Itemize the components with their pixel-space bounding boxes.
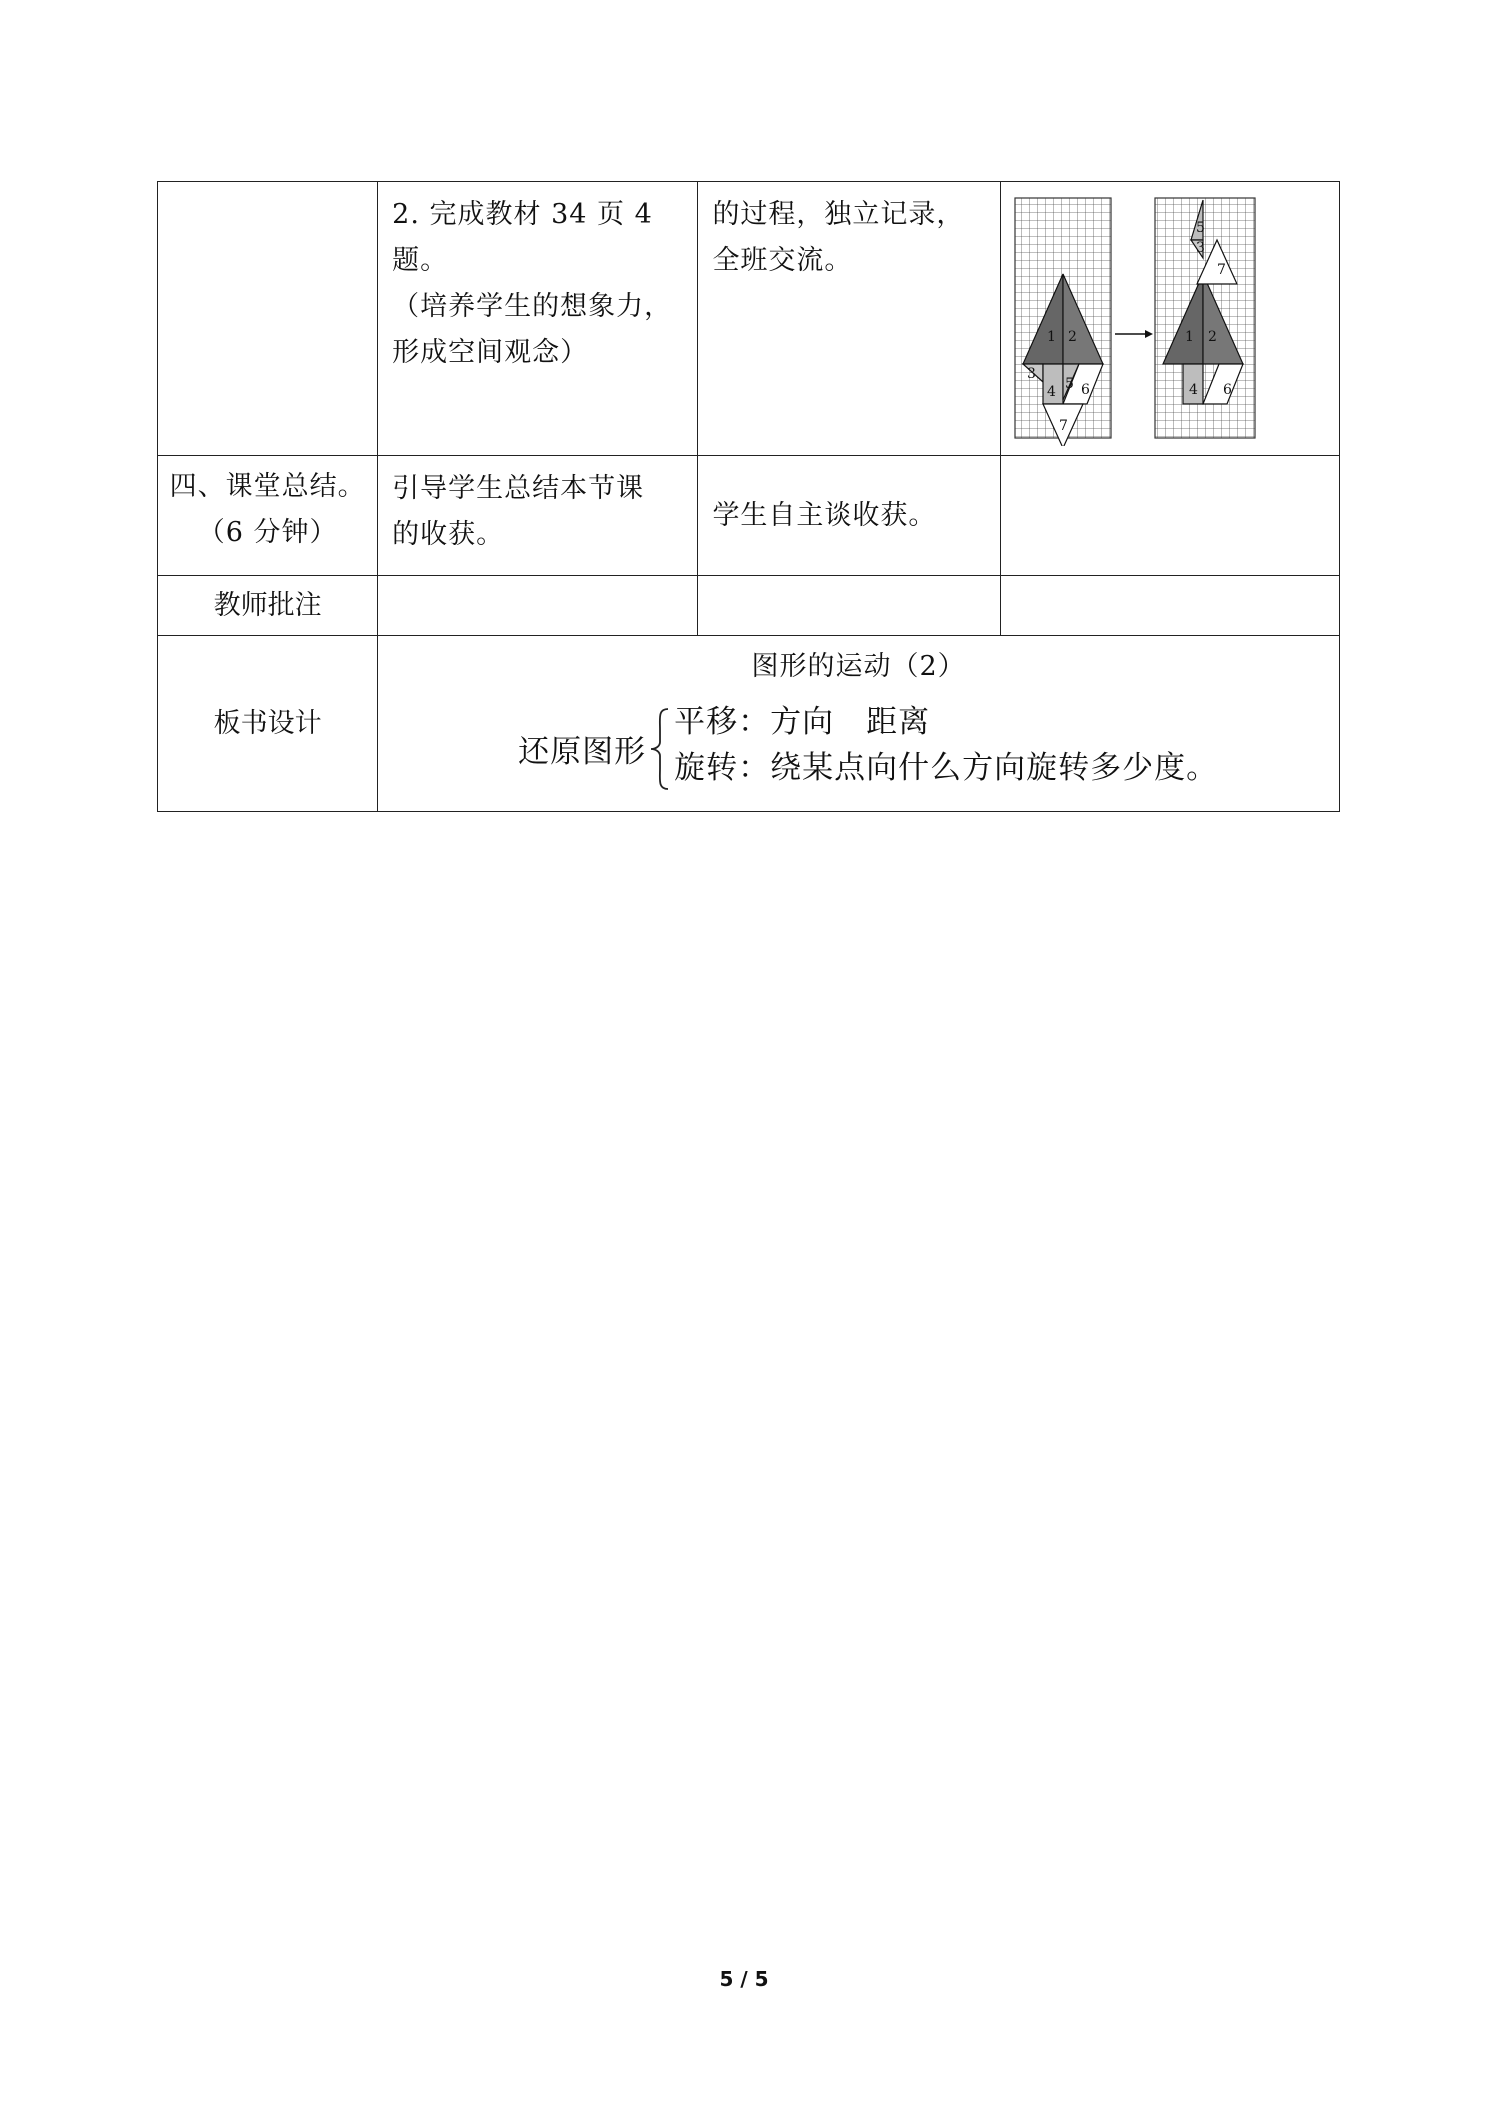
activity-student-cell (698, 182, 1000, 456)
notes-cell (378, 576, 698, 636)
board-row (158, 636, 1340, 812)
notes-row (158, 576, 1340, 636)
left-piece-label: 2 (1067, 329, 1077, 345)
board-branch-rotation: 旋转：绕某点向什么方向旋转多少度。 (674, 749, 1219, 786)
right-grid-figure (1155, 198, 1255, 438)
right-piece-label: 3 (1195, 240, 1205, 256)
student-line: 全班交流。 (712, 244, 853, 276)
board-content-cell (378, 636, 1340, 812)
activity-row (158, 182, 1340, 456)
stage-title: 四、课堂总结。 (169, 471, 366, 502)
student-line: 的过程，独立记录， (712, 199, 965, 230)
board-label: 板书设计 (213, 707, 322, 739)
left-piece-label: 4 (1046, 384, 1056, 400)
left-piece-label: 3 (1026, 366, 1036, 382)
summary-student-cell (698, 456, 1000, 576)
teacher-line: （培养学生的想象力， (392, 290, 673, 322)
summary-teacher-cell (378, 456, 698, 576)
board-label-cell (158, 636, 378, 812)
notes-cell (698, 576, 1000, 636)
right-piece-label: 5 (1195, 220, 1205, 236)
summary-extra-cell (1000, 456, 1339, 576)
activity-figure-cell (1000, 182, 1339, 456)
notes-cell (1000, 576, 1339, 636)
teacher-line: 的收获。 (392, 518, 505, 550)
board-title: 图形的运动（2） (751, 651, 966, 682)
teacher-line: 形成空间观念） (392, 336, 589, 368)
arrow-right-icon (1115, 330, 1153, 338)
tangram-grid-figure (1013, 196, 1329, 446)
right-piece-label: 4 (1188, 382, 1198, 398)
brace-icon (648, 706, 672, 792)
notes-label-cell (158, 576, 378, 636)
notes-label: 教师批注 (213, 589, 322, 621)
stage-duration: （6 分钟） (197, 516, 338, 548)
teacher-line: 2. 完成教材 34 页 4 题。 (392, 199, 653, 276)
summary-row (158, 456, 1340, 576)
left-grid-figure (1015, 198, 1111, 446)
page-number: 5 / 5 (719, 1967, 769, 1991)
right-piece-label: 7 (1216, 262, 1226, 278)
left-piece-label: 5 (1064, 376, 1074, 392)
activity-teacher-cell (378, 182, 698, 456)
summary-stage-cell (158, 456, 378, 576)
board-root: 还原图形 (518, 733, 647, 770)
right-piece-label: 6 (1222, 382, 1232, 398)
student-text: 学生自主谈收获。 (712, 499, 937, 531)
right-piece-label: 2 (1207, 329, 1217, 345)
teacher-line: 引导学生总结本节课 (392, 473, 645, 504)
board-branch-translation: 平移：方向 距离 (674, 703, 931, 740)
lesson-plan-table (157, 181, 1340, 812)
right-piece-label: 1 (1184, 329, 1194, 345)
left-piece-label: 1 (1046, 329, 1056, 345)
left-piece-label: 6 (1080, 382, 1090, 398)
activity-stage-cell (158, 182, 378, 456)
left-piece-label: 7 (1058, 418, 1068, 434)
board-diagram (378, 690, 1339, 800)
